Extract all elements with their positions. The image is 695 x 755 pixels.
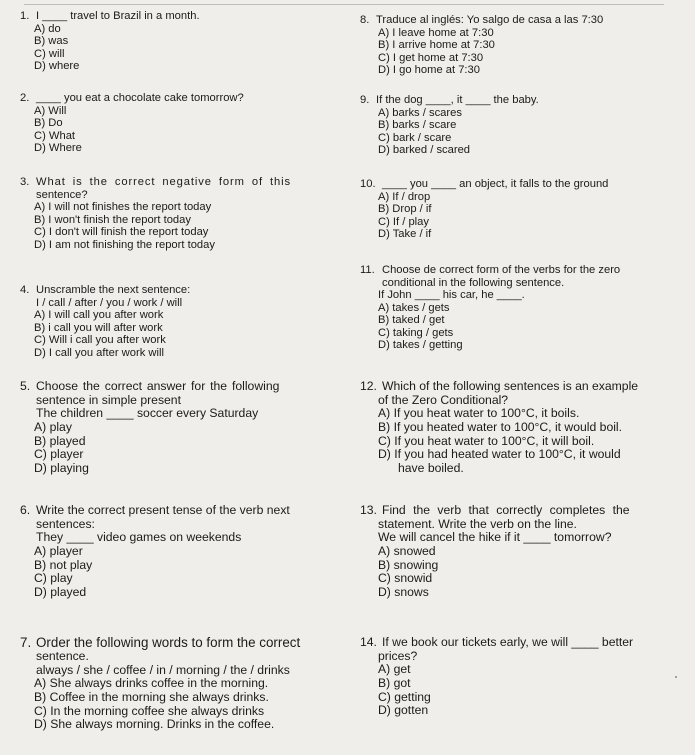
question-11-stem-line-3: If John ____ his car, he ____.	[378, 289, 525, 302]
question-3-option-a: A) I will not finishes the report today	[34, 201, 212, 214]
question-6-option-d: D) played	[34, 584, 87, 599]
question-12-option-d-cont: have boiled.	[398, 460, 464, 475]
question-13-stem-line-3: We will cancel the hike if it ____ tomorrow?	[378, 530, 612, 545]
question-3-option-c: C) I don't will finish the report today	[34, 226, 209, 239]
question-12-stem-line-2: of the Zero Conditional?	[378, 392, 509, 407]
question-7-stem-line-2: sentence.	[36, 649, 89, 663]
question-2-option-a: A) Will	[34, 104, 67, 117]
question-3-option-d: D) I am not finishing the report today	[34, 238, 215, 251]
question-1-stem: I ____ travel to Brazil in a month.	[36, 10, 200, 22]
question-13-stem-line-1: Find the verb that correctly completes the	[382, 503, 630, 517]
question-8-stem: Traduce al inglés: Yo salgo de casa a las 7:30	[376, 14, 604, 26]
question-4-option-d: D) I call you after work will	[34, 346, 164, 359]
question-13: 13. Find the verb that correctly completes the statement. Write the verb on the line. We will cancel the hike if it ____ tomorrow? A) snowed B) snowing C) snowid D) snows	[360, 503, 630, 599]
question-6-option-b: B) not play	[34, 557, 93, 572]
question-11-stem-line-2: conditional in the following sentence.	[382, 276, 565, 289]
question-7-option-b: B) Coffee in the morning she always drinks.	[34, 689, 269, 704]
question-8: 8. Traduce al inglés: Yo salgo de casa a las 7:30 A) I leave home at 7:30 B) I arrive home at 7:30 C) I get home at 7:30 D) I go home at 7:30	[360, 14, 604, 77]
question-11-option-b: B) taked / get	[378, 314, 445, 327]
question-9-option-c: C) bark / scare	[378, 131, 452, 144]
question-13-option-c: C) snowid	[378, 571, 433, 586]
question-9-option-b: B) barks / scare	[378, 119, 457, 132]
question-1-option-d: D) where	[34, 60, 80, 73]
question-5-stem-line-1: Choose the correct answer for the following	[36, 379, 280, 393]
question-10-option-c: C) If / play	[378, 215, 429, 228]
top-rule	[24, 4, 664, 5]
question-8-option-c: C) I get home at 7:30	[378, 51, 484, 64]
question-13-option-d: D) snows	[378, 584, 429, 599]
question-5-stem-line-3: The children ____ soccer every Saturday	[36, 406, 259, 421]
question-14-stem-line-2: prices?	[378, 648, 418, 663]
question-3: 3. What is the correct negative form of this sentence? A) I will not finishes the report today B) I won't finish the report today C) I don't will finish the report today D) I am not finishing the report today	[20, 176, 320, 251]
question-13-stem-line-2: statement. Write the verb on the line.	[378, 516, 577, 531]
question-2: 2. ____ you eat a chocolate cake tomorrow? A) Will B) Do C) What D) Where	[20, 92, 244, 155]
question-2-option-d: D) Where	[34, 142, 82, 155]
question-9: 9. If the dog ____, it ____ the baby. A) barks / scares B) barks / scare C) bark / scare D) barked / scared	[360, 94, 539, 157]
question-7-stem-line-3: always / she / coffee / in / morning / the / drinks	[36, 662, 290, 677]
question-10: 10. ____ you ____ an object, it falls to the ground A) If / drop B) Drop / if C) If / play D) Take / if	[360, 178, 609, 241]
question-5-option-d: D) playing	[34, 460, 89, 475]
question-2-stem: ____ you eat a chocolate cake tomorrow?	[36, 92, 244, 104]
question-14-option-c: C) getting	[378, 689, 431, 704]
question-12-stem-line-1: Which of the following sentences is an example	[382, 379, 639, 393]
question-3-option-b: B) I won't finish the report today	[34, 213, 191, 226]
question-7-stem-line-1: Order the following words to form the correct	[36, 635, 301, 650]
question-5-option-a: A) play	[34, 419, 72, 434]
question-12: 12. Which of the following sentences is an example of the Zero Conditional? A) If you heat water to 100°C, it boils. B) If you heated water to 100°C, it would boil. C) If you heat water to 100°C, it will boil. D) If you had heated water to 100°C, it would have boiled.	[360, 379, 639, 475]
question-3-stem-line-2: sentence?	[36, 188, 88, 201]
question-8-option-b: B) I arrive home at 7:30	[378, 39, 495, 52]
question-6-stem-line-1: Write the correct present tense of the verb next	[36, 503, 290, 517]
question-1-option-b: B) was	[34, 35, 69, 48]
question-9-option-a: A) barks / scares	[378, 106, 462, 119]
question-14-option-d: D) gotten	[378, 703, 429, 718]
question-12-option-a: A) If you heat water to 100°C, it boils.	[378, 406, 580, 421]
question-10-option-d: D) Take / if	[378, 228, 432, 241]
question-6-option-c: C) play	[34, 571, 73, 586]
question-9-option-d: D) barked / scared	[378, 144, 471, 157]
question-9-stem: If the dog ____, it ____ the baby.	[376, 94, 539, 106]
question-4: 4. Unscramble the next sentence: I / call / after / you / work / will A) I will call you after work B) i call you will after work C) Will i call you after work D) I call you after work will	[20, 284, 191, 359]
question-13-option-a: A) snowed	[378, 543, 436, 558]
question-6-option-a: A) player	[34, 543, 83, 558]
question-4-stem-line-1: Unscramble the next sentence:	[36, 284, 191, 296]
question-10-option-b: B) Drop / if	[378, 203, 432, 216]
question-4-stem-line-2: I / call / after / you / work / will	[36, 296, 183, 309]
question-11-option-d: D) takes / getting	[378, 339, 463, 352]
question-2-option-b: B) Do	[34, 117, 63, 130]
question-13-option-b: B) snowing	[378, 557, 439, 572]
question-12-option-b: B) If you heated water to 100°C, it would boil.	[378, 419, 623, 434]
question-3-stem-line-1: What is the correct negative form of this	[36, 176, 292, 188]
question-11-stem-line-1: Choose de correct form of the verbs for the zero	[382, 264, 621, 276]
question-6-stem-line-3: They ____ video games on weekends	[36, 530, 242, 545]
question-10-option-a: A) If / drop	[378, 190, 431, 203]
question-5-stem-line-2: sentence in simple present	[36, 392, 181, 407]
question-12-option-d: D) If you had heated water to 100°C, it would	[378, 447, 621, 462]
question-11: 11. Choose de correct form of the verbs for the zero conditional in the following sentence. If John ____ his car, he ____. A) takes / gets B) taked / get C) taking / gets D) takes / getting	[360, 264, 621, 352]
question-7-option-c: C) In the morning coffee she always drinks	[34, 703, 265, 718]
question-4-option-b: B) i call you will after work	[34, 321, 163, 334]
stray-mark	[675, 676, 677, 678]
question-7: 7. Order the following words to form the correct sentence. always / she / coffee / in / morning / the / drinks A) She always drinks coffee in the morning. B) Coffee in the morning she always drinks. C) In the morning coffee she always drinks D) She always morning. Drinks in the coffee.	[20, 635, 301, 732]
question-12-option-c: C) If you heat water to 100°C, it will boil.	[378, 433, 595, 448]
question-6-stem-line-2: sentences:	[36, 516, 95, 531]
question-4-option-a: A) I will call you after work	[34, 309, 164, 322]
question-4-option-c: C) Will i call you after work	[34, 334, 166, 347]
question-11-option-a: A) takes / gets	[378, 301, 450, 314]
question-1-option-a: A) do	[34, 22, 61, 35]
question-2-option-c: C) What	[34, 129, 76, 142]
question-8-option-a: A) I leave home at 7:30	[378, 26, 494, 39]
question-14: 14. If we book our tickets early, we will ____ better prices? A) get B) got C) getting D) gotten	[360, 635, 634, 718]
question-5-option-b: B) played	[34, 433, 86, 448]
question-8-option-d: D) I go home at 7:30	[378, 64, 480, 77]
question-11-option-c: C) taking / gets	[378, 326, 454, 339]
question-14-option-a: A) get	[378, 662, 411, 677]
question-7-option-a: A) She always drinks coffee in the morning.	[34, 676, 269, 691]
question-6: 6. Write the correct present tense of the verb next sentences: They ____ video games on weekends A) player B) not play C) play D) played	[20, 503, 290, 599]
question-10-stem: ____ you ____ an object, it falls to the ground	[382, 178, 609, 190]
question-5: 5. Choose the correct answer for the following sentence in simple present The children ____ soccer every Saturday A) play B) played C) player D) playing	[20, 379, 280, 475]
question-14-stem-line-1: If we book our tickets early, we will ____ better	[382, 635, 634, 649]
question-1-option-c: C) will	[34, 47, 65, 60]
question-14-option-b: B) got	[378, 675, 411, 690]
question-7-option-d: D) She always morning. Drinks in the coffee.	[34, 717, 275, 732]
question-1: 1. I ____ travel to Brazil in a month. A) do B) was C) will D) where	[20, 10, 200, 73]
question-5-option-c: C) player	[34, 447, 84, 462]
